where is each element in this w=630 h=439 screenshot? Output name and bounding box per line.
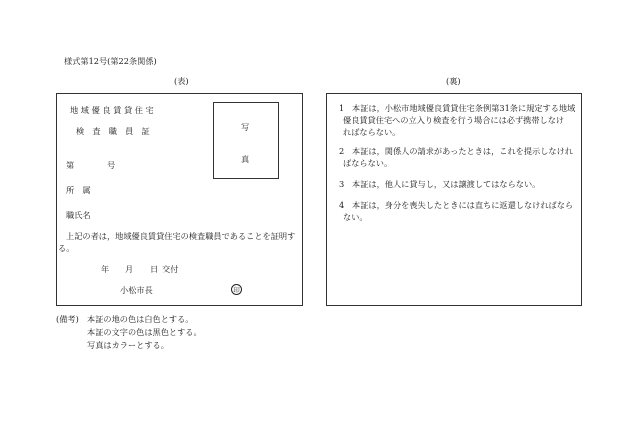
back-item-3-num: 3 [339, 179, 345, 189]
photo-box [213, 102, 279, 179]
front-header: (表) [174, 76, 189, 86]
seal-mark: 印 [231, 284, 242, 295]
date-month: 月 [125, 264, 134, 274]
number-suffix: 号 [107, 160, 116, 170]
photo-label-top: 写 [241, 122, 250, 132]
name-label: 職氏名 [66, 210, 91, 220]
statement-line-2: る。 [58, 243, 75, 253]
back-item-2-cont: ばならない。 [343, 158, 393, 168]
photo-label-bottom: 真 [241, 154, 250, 164]
remark-line-3: 写真はカラーとする。 [87, 340, 169, 350]
date-issued: 交付 [162, 264, 179, 274]
back-item-4-text: 本証は，身分を喪失したときには直ちに返還しなければなら [352, 200, 574, 210]
form-label: 様式第12号(第22条関係) [64, 56, 157, 66]
back-item-1-text: 本証は，小松市地域優良賃貸住宅条例第31条に規定する地域 [352, 103, 576, 113]
back-item-4-cont: ない。 [343, 212, 368, 222]
back-item-1-num: 1 [339, 103, 345, 113]
back-item-2-num: 2 [339, 146, 345, 156]
remark-line-2: 本証の文字の色は黒色とする。 [87, 327, 202, 337]
affiliation-label: 所 属 [66, 185, 91, 195]
issuer-name: 小松市長 [120, 285, 153, 295]
date-year: 年 [101, 264, 110, 274]
statement-line-1: 上記の者は，地域優良賃貸住宅の検査職員であることを証明す [66, 231, 296, 241]
back-item-4-num: 4 [339, 200, 345, 210]
remarks-label: (備考) [56, 314, 79, 324]
back-item-1-cont: 優良賃貸住宅への立入り検査を行う場合には必ず携帯しなけ [343, 115, 565, 125]
card-title: 地 域 優 良 賃 貸 住 宅 [70, 105, 154, 115]
back-item-1-cont2: ればならない。 [343, 127, 401, 137]
back-item-2-text: 本証は，関係人の請求があったときは，これを提示しなけれ [352, 146, 573, 156]
back-header: (裏) [446, 76, 461, 86]
remark-line-1: 本証の地の色は白色とする。 [87, 314, 194, 324]
number-label: 第 [66, 160, 75, 170]
card-subtitle: 検 査 職 員 証 [76, 126, 150, 136]
back-item-3-text: 本証は，他人に貸与し，又は譲渡してはならない。 [352, 179, 541, 189]
date-day: 日 [150, 264, 159, 274]
